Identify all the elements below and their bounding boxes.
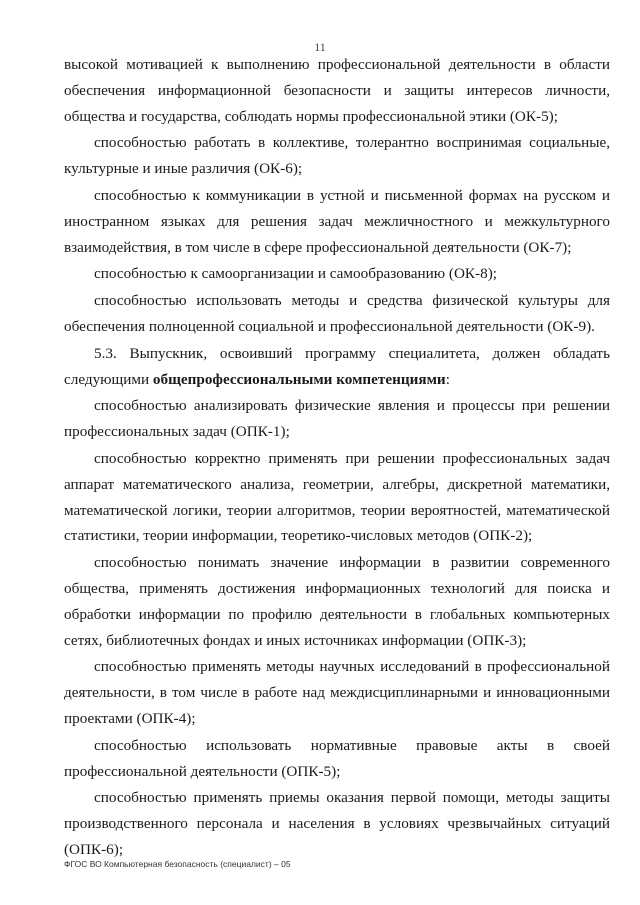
- document-body: [64, 52, 610, 863]
- paragraph-opk5: способностью использовать нормативные правовые акты в своей профессиональной деятельности (ОПК-5);: [64, 736, 610, 780]
- paragraph-opk6: способностью применять приемы оказания первой помощи, методы защиты производственного персонала и населения в условиях чрезвычайных ситуаций (ОПК-6);: [64, 789, 610, 858]
- paragraph-section-5-3: [64, 341, 610, 393]
- paragraph-ok9: способностью использовать методы и средства физической культуры для обеспечения полноценной социальной и профессиональной деятельности (ОК-9).: [64, 292, 610, 335]
- paragraph-ok6: способностью работать в коллективе, толерантно воспринимая социальные, культурные и иные различия (ОК-6);: [64, 134, 610, 178]
- section-5-3-colon: :: [445, 370, 450, 388]
- paragraph-ok8: способностью к самоорганизации и самообразованию (ОК-8);: [94, 265, 497, 283]
- paragraph-ok5: высокой мотивацией к выполнению профессиональной деятельности в области обеспечения информационной безопасности и защиты интересов личности, общества и государства, соблюдать нормы профессиональной этики (ОК-5);: [64, 56, 610, 125]
- page-number: 11: [314, 40, 326, 54]
- paragraph-opk3: способностью понимать значение информации в развитии современного общества, применять достижения информационных технологий для поиска и обработки информации по профилю деятельности в глобальных компьютерных сетях, библиотечных фондах и иных источниках информации (ОПК-3);: [64, 554, 610, 649]
- section-5-3-bold-term: общепрофессиональными компетенциями: [152, 370, 446, 388]
- paragraph-opk4: способностью применять методы научных исследований в профессиональной деятельности, в том числе в работе над междисциплинарными и инновационными проектами (ОПК-4);: [64, 658, 610, 727]
- section-5-3-text: 5.3. Выпускник, освоивший программу специалитета, должен обладать следующими: [64, 344, 610, 388]
- paragraph-opk1: способностью анализировать физические явления и процессы при решении профессиональных задач (ОПК-1);: [64, 397, 610, 441]
- paragraph-opk2: способностью корректно применять при решении профессиональных задач аппарат математического анализа, геометрии, алгебры, дискретной математики, математической логики, теории алгоритмов, теории вероятностей, математической статистики, теории информации, теоретико-числовых методов (ОПК-2);: [64, 449, 610, 545]
- document-footer: ФГОС ВО Компьютерная безопасность (специалист) – 05: [64, 859, 291, 869]
- paragraph-ok7: способностью к коммуникации в устной и письменной формах на русском и иностранном языках для решения задач межличностного и межкультурного взаимодействия, в том числе в сфере профессиональной деятельности (ОК-7);: [64, 186, 610, 256]
